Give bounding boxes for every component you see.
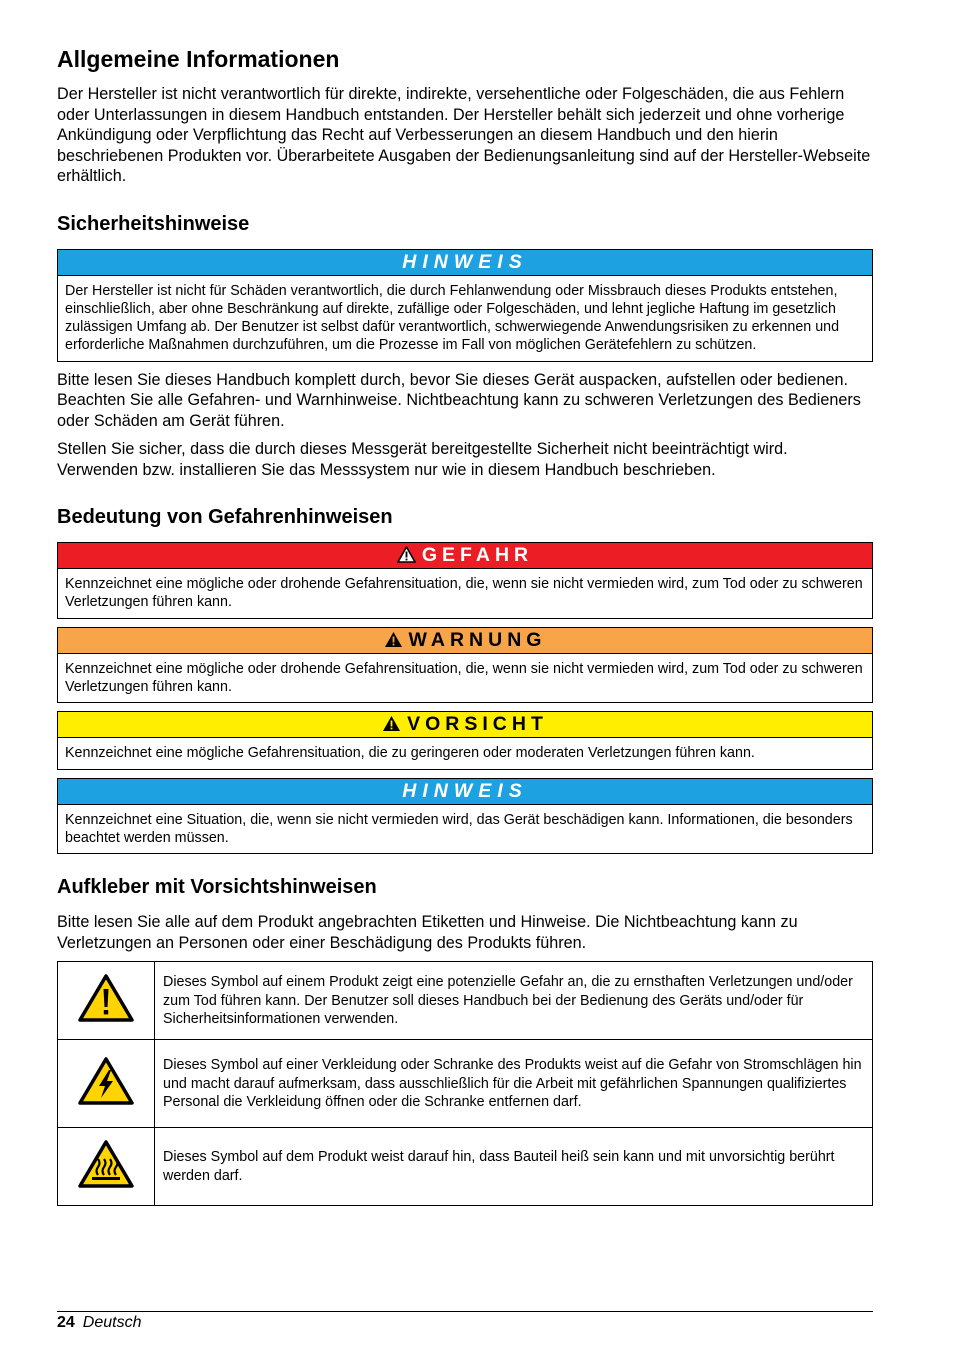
page-footer	[57, 1313, 142, 1333]
notice-hinweis	[57, 778, 873, 855]
paragraph-labels: Bitte lesen Sie alle auf dem Produkt angebrachten Etiketten und Hinweise. Die Nichtbeachtung kann zu Verletzungen an Personen oder einer Beschädigung des Produkts führen.	[57, 913, 798, 952]
label-text: Dieses Symbol auf dem Produkt weist darauf hin, dass Bauteil heiß sein kann und mit unvorsichtig berührt werden darf.	[155, 1128, 873, 1206]
paragraph-safety-1: Bitte lesen Sie dieses Handbuch komplett durch, bevor Sie dieses Gerät auspacken, aufstellen oder bedienen. Beachten Sie alle Gefahren- und Warnhinweise. Nichtbeachtung kann zu schweren Verletzungen des Bedieners oder Schäden am Gerät führen.	[57, 370, 861, 430]
heading-labels: Aufkleber mit Vorsichtshinweisen	[57, 876, 377, 899]
heading-general: Allgemeine Informationen	[57, 46, 340, 72]
warning-triangle-icon	[384, 631, 403, 648]
notice-safety	[57, 249, 873, 362]
notice-vorsicht-text: Kennzeichnet eine mögliche Gefahrensituation, die zu geringeren oder moderaten Verletzungen führen kann.	[65, 745, 755, 762]
notice-hinweis-text: Kennzeichnet eine Situation, die, wenn sie nicht vermieden wird, das Gerät beschädigen kann. Informationen, die besonders beachtet werden müssen.	[65, 811, 853, 846]
table-row	[58, 1040, 873, 1128]
footer-language: Deutsch	[82, 1314, 142, 1331]
warning-triangle-icon	[397, 546, 416, 563]
notice-warnung-text: Kennzeichnet eine mögliche oder drohende Gefahrensituation, die, wenn sie nicht vermieden wird, zum Tod oder zu schweren Verletzungen führen kann.	[65, 660, 863, 696]
paragraph-safety-2: Stellen Sie sicher, dass die durch dieses Messgerät bereitgestellte Sicherheit nicht beeinträchtigt wird. Verwenden bzw. installieren Sie das Messsystem nur wie in diesem Handbuch beschrieben.	[57, 440, 788, 479]
warning-triangle-icon	[382, 715, 401, 732]
labels-table	[57, 961, 873, 1206]
notice-gefahr	[57, 542, 873, 619]
notice-warnung	[57, 627, 873, 704]
notice-safety-label: HINWEIS	[58, 250, 872, 276]
footer-divider	[57, 1311, 873, 1312]
electric-shock-icon	[77, 1056, 135, 1106]
page-number: 24	[57, 1314, 75, 1331]
notice-vorsicht	[57, 711, 873, 769]
paragraph-general: Der Hersteller ist nicht verantwortlich für direkte, indirekte, versehentliche oder Folgeschäden, die aus Fehlern oder Unterlassungen in diesem Handbuch entstanden. Der Hersteller behält sich jederzeit und ohne vorherige Ankündigung oder Verpflichtung das Recht auf Verbesserungen an diesem Handbuch und den hierin beschriebenen Produkten vor. Überarbeitete Ausgaben der Bedienungsanleitung sind auf der Hersteller-Webseite erhältlich.	[57, 85, 871, 185]
notice-gefahr-text: Kennzeichnet eine mögliche oder drohende Gefahrensituation, die, wenn sie nicht vermieden wird, zum Tod oder zu schweren Verletzungen führen kann.	[65, 576, 863, 611]
notice-vorsicht-label: VORSICHT	[407, 713, 548, 736]
hot-surface-icon	[77, 1139, 135, 1189]
table-row	[58, 1128, 873, 1206]
table-row	[58, 962, 873, 1040]
page-content	[57, 44, 873, 1206]
label-text: Dieses Symbol auf einer Verkleidung oder Schranke des Produkts weist auf die Gefahr von Stromschlägen hin und macht darauf aufmerksam, dass ausschließlich für die Arbeit mit gefährlichen Spannungen qualifiziertes Personal die Verkleidung öffnen oder die Schranke entfernen darf.	[155, 1040, 873, 1128]
notice-safety-text: Der Hersteller ist nicht für Schäden verantwortlich, die durch Fehlanwendung oder Missbrauch dieses Produkts entstehen, einschließlich, aber ohne Beschränkung auf direkte, zufällige oder Folgeschäden, und lehnt jegliche Haftung im gesetzlich zulässigen Umfang ab. Der Benutzer ist selbst dafür verantwortlich, schwerwiegende Anwendungsrisiken zu erkennen und erforderliche Maßnahmen durchzuführen, um die Prozesse im Fall von möglichen Gerätefehlern zu schützen.	[65, 282, 840, 354]
label-text: Dieses Symbol auf einem Produkt zeigt eine potenzielle Gefahr an, die zu ernsthaften Verletzungen und/oder zum Tod führen kann. Der Benutzer soll dieses Handbuch bei der Bedienung des Geräts und/oder für Sicherheitsinformationen verwenden.	[155, 962, 873, 1040]
notice-gefahr-label: GEFAHR	[421, 544, 534, 567]
heading-safety: Sicherheitshinweise	[57, 212, 250, 235]
heading-hazard: Bedeutung von Gefahrenhinweisen	[57, 506, 393, 529]
notice-hinweis-label: HINWEIS	[58, 779, 872, 805]
warning-triangle-icon	[77, 973, 135, 1023]
notice-warnung-label: WARNUNG	[408, 628, 547, 651]
